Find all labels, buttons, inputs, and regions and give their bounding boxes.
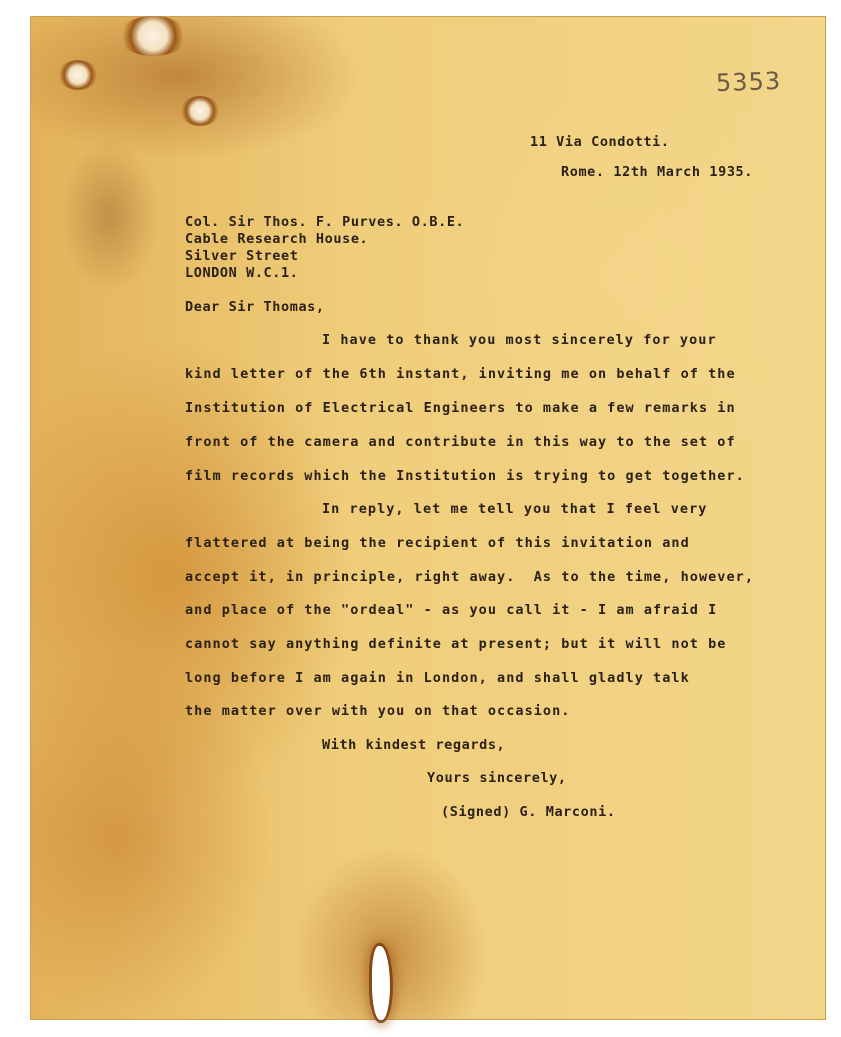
paragraph2-line-7: the matter over with you on that occasion. bbox=[185, 703, 571, 719]
paragraph2-line-2: flattered at being the recipient of this invitation and bbox=[185, 535, 690, 551]
recipient-line-2: Silver Street bbox=[185, 248, 299, 264]
paragraph2-line-5: cannot say anything definite at present; but it will not be bbox=[185, 636, 727, 652]
paragraph1-line-3: Institution of Electrical Engineers to make a few remarks in bbox=[185, 400, 736, 416]
paragraph2-line-4: and place of the "ordeal" - as you call it - I am afraid I bbox=[185, 602, 718, 618]
paragraph2-line-1: In reply, let me tell you that I feel very bbox=[322, 501, 708, 517]
sender-place-date: Rome. 12th March 1935. bbox=[561, 164, 754, 180]
burn-mark-upper bbox=[180, 96, 220, 126]
closing-regards: With kindest regards, bbox=[322, 737, 506, 753]
sender-street: 11 Via Condotti. bbox=[530, 134, 670, 150]
paragraph1-line-1: I have to thank you most sincerely for your bbox=[322, 332, 717, 348]
burn-mark-corner bbox=[58, 60, 98, 90]
signature: (Signed) G. Marconi. bbox=[441, 804, 616, 820]
burn-hole-bottom bbox=[372, 946, 390, 1020]
burn-mark-top bbox=[118, 16, 188, 56]
valediction: Yours sincerely, bbox=[427, 770, 567, 786]
paragraph1-line-5: film records which the Institution is trying to get together. bbox=[185, 468, 745, 484]
paragraph1-line-2: kind letter of the 6th instant, inviting me on behalf of the bbox=[185, 366, 736, 382]
recipient-line-3: LONDON W.C.1. bbox=[185, 265, 299, 281]
archive-reference-number: 5353 bbox=[715, 66, 782, 98]
letter-page bbox=[30, 16, 826, 1020]
paragraph1-line-4: front of the camera and contribute in this way to the set of bbox=[185, 434, 736, 450]
salutation: Dear Sir Thomas, bbox=[185, 299, 325, 315]
recipient-name: Col. Sir Thos. F. Purves. O.B.E. bbox=[185, 214, 465, 230]
paragraph2-line-3: accept it, in principle, right away. As to the time, however, bbox=[185, 569, 755, 585]
paragraph2-line-6: long before I am again in London, and shall gladly talk bbox=[185, 670, 690, 686]
recipient-line-1: Cable Research House. bbox=[185, 231, 369, 247]
